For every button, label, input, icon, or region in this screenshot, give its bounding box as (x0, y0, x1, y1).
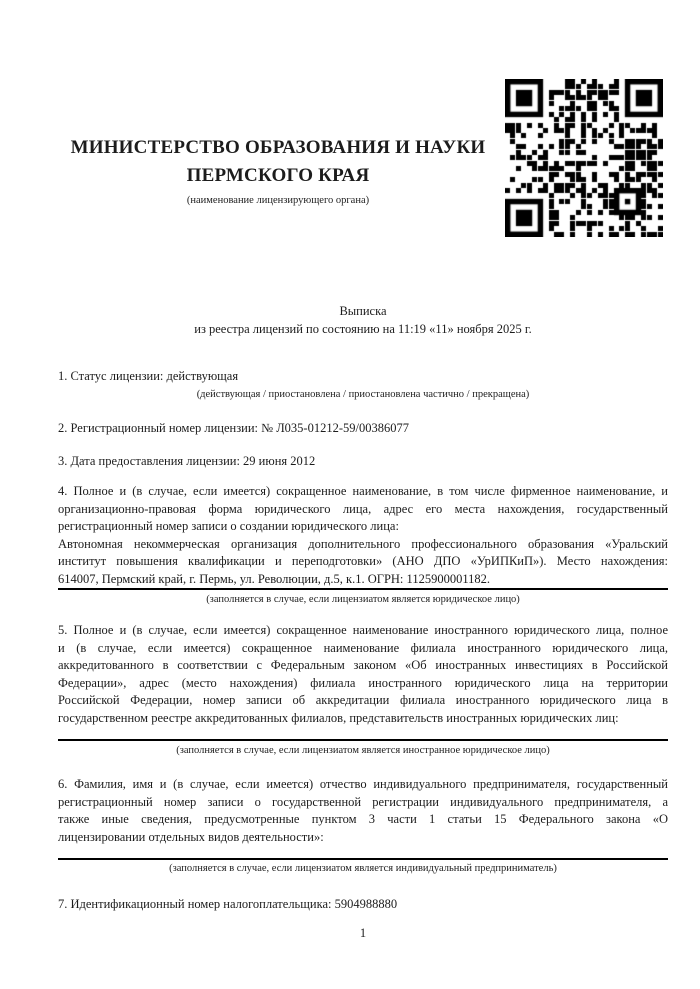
ministry-name-line1: МИНИСТЕРСТВО ОБРАЗОВАНИЯ И НАУКИ (70, 137, 486, 158)
qr-code (505, 79, 663, 237)
item3-license-date: 3. Дата предоставления лицензии: 29 июня 2012 (58, 454, 316, 468)
item5-line: государственном реестре аккредитованных филиалов, представительств иностранных юридических лиц: (58, 710, 619, 725)
item5-line: аккредитованного в соответствии с Федеральным законом «Об иностранных инвестициях в Российской (58, 658, 668, 672)
item4-line: Автономная некоммерческая организация дополнительного профессионального образования «Уральский (58, 536, 668, 551)
item5-line: Российской Федерации, номер записи об аккредитации филиала иностранного юридического лица в (58, 693, 668, 707)
document-title-line2: из реестра лицензий по состоянию на 11:19 «11» ноября 2025 г. (194, 321, 532, 336)
item4-note: (заполняется в случае, если лицензиатом является юридическое лицо) (206, 594, 520, 605)
page-number: 1 (359, 926, 367, 940)
item4-line: 4. Полное и (в случае, если имеется) сокращенное наименование, в том числе фирменное наименование, и (58, 484, 668, 498)
item6-fill-in-rule (58, 858, 668, 860)
item5-fill-in-rule (58, 739, 668, 741)
ministry-name-line2: ПЕРМСКОГО КРАЯ (186, 164, 370, 186)
item5-line: Федерации», адрес (место нахождения) филиала иностранного юридического лица на территории (58, 675, 668, 690)
item5-line: и (в случае, если имеется) сокращенное наименование филиала иностранного юридического лица, (58, 640, 668, 655)
item6-line: также иные сведения, предусмотренные пунктом 3 части 1 статьи 15 Федерального закона «О (58, 812, 668, 826)
item4-line: 614007, Пермский край, г. Пермь, ул. Революции, д.5, к.1. ОГРН: 1125900001182. (58, 571, 490, 586)
item6-note: (заполняется в случае, если лицензиатом является индивидуальный предприниматель) (169, 863, 557, 874)
item4-line: регистрационный номер записи о создании юридического лица: (58, 519, 399, 533)
item4-line: организационно-правовая форма юридического лица, адрес его места нахождения, государственный (58, 501, 668, 516)
issuing-authority-block (58, 134, 498, 207)
item6-line: 6. Фамилия, имя и (в случае, если имеется) отчество индивидуального предпринимателя, государственный (58, 777, 668, 791)
item6-individual-entrepreneur (58, 776, 668, 846)
item4-line: институт повышения квалификации и переподготовки» (АНО ДПО «УрИПКиП»). Место нахождения: (58, 554, 668, 568)
item5-foreign-entity (58, 622, 668, 727)
item2-registration-number: 2. Регистрационный номер лицензии: № Л035-01212-59/00386077 (58, 421, 409, 435)
item6-line: лицензировании отдельных видов деятельности»: (58, 829, 324, 844)
item7-taxpayer-id: 7. Идентификационный номер налогоплательщика: 5904988880 (58, 897, 398, 911)
item5-note: (заполняется в случае, если лицензиатом является иностранное юридическое лицо) (176, 745, 550, 756)
item1-note: (действующая / приостановлена / приостановлена частично / прекращена) (196, 389, 530, 400)
item5-line: 5. Полное и (в случае, если имеется) сокращенное наименование иностранного юридического лица, полное (58, 623, 668, 637)
ministry-note: (наименование лицензирующего органа) (186, 195, 370, 206)
item6-line: регистрационный номер записи о государственной регистрации индивидуального предпринимателя, а (58, 794, 668, 809)
item1-license-status: 1. Статус лицензии: действующая (58, 369, 239, 383)
item4-fill-in-rule (58, 588, 668, 590)
item4-legal-entity-name (58, 483, 668, 588)
document-title (58, 303, 668, 338)
document-title-line1: Выписка (339, 304, 387, 318)
